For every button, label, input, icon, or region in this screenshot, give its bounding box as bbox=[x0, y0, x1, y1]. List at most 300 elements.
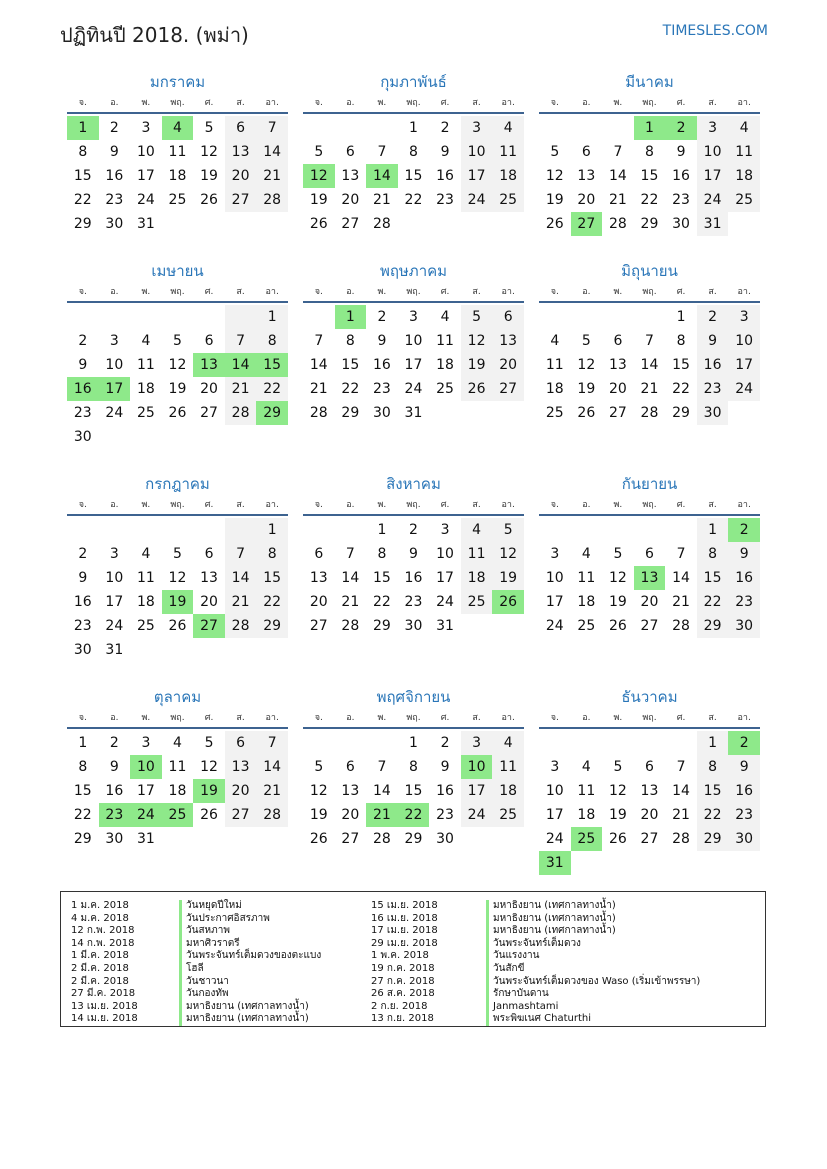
day-cell[interactable]: 22 bbox=[341, 381, 360, 397]
day-cell[interactable]: 10 bbox=[436, 546, 454, 562]
day-cell[interactable]: 23 bbox=[404, 594, 423, 610]
day-cell[interactable]: 17 bbox=[697, 164, 729, 188]
day-cell[interactable]: 20 bbox=[200, 594, 218, 610]
day-cell[interactable]: 7 bbox=[345, 546, 355, 562]
day-cell[interactable]: 26 bbox=[461, 377, 493, 401]
day-cell[interactable]: 25 bbox=[571, 827, 603, 851]
day-cell[interactable]: 1 bbox=[634, 116, 666, 140]
day-cell[interactable]: 13 bbox=[492, 329, 524, 353]
day-cell[interactable]: 24 bbox=[436, 594, 454, 610]
day-cell[interactable]: 21 bbox=[256, 164, 288, 188]
day-cell[interactable]: 26 bbox=[608, 831, 627, 847]
day-cell[interactable]: 19 bbox=[545, 192, 564, 208]
day-cell[interactable]: 7 bbox=[676, 759, 686, 775]
day-cell[interactable]: 5 bbox=[314, 144, 324, 160]
day-cell[interactable]: 20 bbox=[225, 779, 257, 803]
day-cell[interactable]: 2 bbox=[109, 120, 119, 136]
day-cell[interactable]: 30 bbox=[73, 429, 92, 445]
day-cell[interactable]: 8 bbox=[256, 542, 288, 566]
day-cell[interactable]: 4 bbox=[550, 333, 560, 349]
day-cell[interactable]: 28 bbox=[225, 614, 257, 638]
day-cell[interactable]: 26 bbox=[608, 618, 627, 634]
day-cell[interactable]: 25 bbox=[492, 803, 524, 827]
day-cell[interactable]: 25 bbox=[461, 590, 493, 614]
day-cell[interactable]: 22 bbox=[256, 590, 288, 614]
day-cell[interactable]: 19 bbox=[200, 168, 218, 184]
day-cell[interactable]: 25 bbox=[136, 618, 155, 634]
day-cell[interactable]: 29 bbox=[73, 831, 92, 847]
day-cell[interactable]: 22 bbox=[697, 803, 729, 827]
day-cell[interactable]: 18 bbox=[168, 168, 187, 184]
day-cell[interactable]: 18 bbox=[168, 783, 187, 799]
day-cell[interactable]: 25 bbox=[728, 188, 760, 212]
day-cell[interactable]: 15 bbox=[404, 783, 423, 799]
day-cell[interactable]: 9 bbox=[728, 755, 760, 779]
day-cell[interactable]: 14 bbox=[608, 168, 627, 184]
day-cell[interactable]: 22 bbox=[73, 807, 92, 823]
day-cell[interactable]: 7 bbox=[613, 144, 623, 160]
day-cell[interactable]: 24 bbox=[404, 381, 423, 397]
day-cell[interactable]: 15 bbox=[73, 783, 92, 799]
day-cell[interactable]: 25 bbox=[545, 405, 564, 421]
day-cell[interactable]: 23 bbox=[73, 618, 92, 634]
day-cell[interactable]: 15 bbox=[73, 168, 92, 184]
day-cell[interactable]: 17 bbox=[99, 377, 131, 401]
day-cell[interactable]: 2 bbox=[409, 522, 418, 538]
day-cell[interactable]: 8 bbox=[676, 333, 686, 349]
day-cell[interactable]: 10 bbox=[461, 140, 493, 164]
day-cell[interactable]: 21 bbox=[309, 381, 328, 397]
day-cell[interactable]: 26 bbox=[309, 831, 328, 847]
day-cell[interactable]: 26 bbox=[309, 216, 328, 232]
day-cell[interactable]: 12 bbox=[545, 168, 564, 184]
day-cell[interactable]: 12 bbox=[577, 357, 596, 373]
day-cell[interactable]: 1 bbox=[676, 309, 686, 325]
day-cell[interactable]: 7 bbox=[256, 731, 288, 755]
day-cell[interactable]: 15 bbox=[404, 168, 423, 184]
day-cell[interactable]: 2 bbox=[440, 120, 450, 136]
day-cell[interactable]: 21 bbox=[225, 590, 257, 614]
day-cell[interactable]: 30 bbox=[404, 618, 423, 634]
day-cell[interactable]: 14 bbox=[225, 353, 257, 377]
day-cell[interactable]: 2 bbox=[440, 735, 450, 751]
day-cell[interactable]: 5 bbox=[550, 144, 560, 160]
day-cell[interactable]: 13 bbox=[608, 357, 627, 373]
day-cell[interactable]: 15 bbox=[256, 353, 288, 377]
day-cell[interactable]: 28 bbox=[225, 401, 257, 425]
day-cell[interactable]: 13 bbox=[309, 570, 328, 586]
day-cell[interactable]: 28 bbox=[640, 405, 659, 421]
day-cell[interactable]: 17 bbox=[461, 779, 493, 803]
site-link[interactable]: TIMESLES.COM bbox=[662, 23, 768, 39]
day-cell[interactable]: 6 bbox=[225, 731, 257, 755]
day-cell[interactable]: 18 bbox=[492, 779, 524, 803]
day-cell[interactable]: 10 bbox=[136, 144, 155, 160]
day-cell[interactable]: 26 bbox=[577, 405, 596, 421]
day-cell[interactable]: 20 bbox=[492, 353, 524, 377]
day-cell[interactable]: 16 bbox=[697, 353, 729, 377]
day-cell[interactable]: 4 bbox=[581, 546, 591, 562]
day-cell[interactable]: 11 bbox=[492, 140, 524, 164]
day-cell[interactable]: 27 bbox=[225, 188, 257, 212]
day-cell[interactable]: 28 bbox=[672, 618, 690, 634]
day-cell[interactable]: 24 bbox=[728, 377, 760, 401]
day-cell[interactable]: 20 bbox=[608, 381, 627, 397]
day-cell[interactable]: 29 bbox=[697, 614, 729, 638]
day-cell[interactable]: 17 bbox=[404, 357, 423, 373]
day-cell[interactable]: 19 bbox=[162, 590, 194, 614]
day-cell[interactable]: 2 bbox=[78, 333, 88, 349]
day-cell[interactable]: 9 bbox=[78, 357, 88, 373]
day-cell[interactable]: 11 bbox=[168, 759, 187, 775]
day-cell[interactable]: 23 bbox=[105, 192, 124, 208]
day-cell[interactable]: 3 bbox=[109, 333, 119, 349]
day-cell[interactable]: 30 bbox=[728, 614, 760, 638]
day-cell[interactable]: 8 bbox=[645, 144, 654, 160]
day-cell[interactable]: 23 bbox=[672, 192, 690, 208]
day-cell[interactable]: 15 bbox=[341, 357, 360, 373]
day-cell[interactable]: 6 bbox=[645, 546, 654, 562]
day-cell[interactable]: 11 bbox=[545, 357, 564, 373]
day-cell[interactable]: 9 bbox=[440, 144, 450, 160]
day-cell[interactable]: 1 bbox=[697, 731, 729, 755]
day-cell[interactable]: 14 bbox=[341, 570, 360, 586]
day-cell[interactable]: 27 bbox=[608, 405, 627, 421]
day-cell[interactable]: 1 bbox=[409, 735, 418, 751]
day-cell[interactable]: 29 bbox=[372, 618, 391, 634]
day-cell[interactable]: 7 bbox=[314, 333, 324, 349]
day-cell[interactable]: 16 bbox=[372, 357, 391, 373]
day-cell[interactable]: 27 bbox=[341, 831, 360, 847]
day-cell[interactable]: 13 bbox=[200, 570, 218, 586]
day-cell[interactable]: 31 bbox=[136, 216, 155, 232]
day-cell[interactable]: 15 bbox=[697, 779, 729, 803]
day-cell[interactable]: 2 bbox=[377, 309, 387, 325]
day-cell[interactable]: 18 bbox=[728, 164, 760, 188]
day-cell[interactable]: 1 bbox=[78, 735, 88, 751]
day-cell[interactable]: 9 bbox=[109, 144, 119, 160]
day-cell[interactable]: 7 bbox=[225, 542, 257, 566]
day-cell[interactable]: 23 bbox=[436, 807, 454, 823]
day-cell[interactable]: 27 bbox=[640, 618, 659, 634]
day-cell[interactable]: 4 bbox=[461, 518, 493, 542]
day-cell[interactable]: 11 bbox=[461, 542, 493, 566]
day-cell[interactable]: 30 bbox=[372, 405, 391, 421]
day-cell[interactable]: 5 bbox=[204, 120, 214, 136]
day-cell[interactable]: 28 bbox=[341, 618, 360, 634]
day-cell[interactable]: 20 bbox=[577, 192, 596, 208]
day-cell[interactable]: 4 bbox=[173, 735, 182, 751]
day-cell[interactable]: 26 bbox=[200, 192, 218, 208]
day-cell[interactable]: 28 bbox=[372, 831, 391, 847]
day-cell[interactable]: 4 bbox=[492, 116, 524, 140]
day-cell[interactable]: 6 bbox=[645, 759, 654, 775]
day-cell[interactable]: 15 bbox=[697, 566, 729, 590]
day-cell[interactable]: 13 bbox=[341, 783, 360, 799]
day-cell[interactable]: 16 bbox=[105, 168, 124, 184]
day-cell[interactable]: 12 bbox=[303, 164, 335, 188]
day-cell[interactable]: 19 bbox=[461, 353, 493, 377]
day-cell[interactable]: 27 bbox=[193, 614, 225, 638]
day-cell[interactable]: 9 bbox=[440, 759, 450, 775]
day-cell[interactable]: 12 bbox=[200, 144, 218, 160]
day-cell[interactable]: 4 bbox=[162, 116, 194, 140]
day-cell[interactable]: 3 bbox=[550, 759, 560, 775]
day-cell[interactable]: 22 bbox=[398, 803, 430, 827]
day-cell[interactable]: 14 bbox=[256, 755, 288, 779]
day-cell[interactable]: 12 bbox=[492, 542, 524, 566]
day-cell[interactable]: 27 bbox=[571, 212, 603, 236]
day-cell[interactable]: 21 bbox=[640, 381, 659, 397]
day-cell[interactable]: 11 bbox=[492, 755, 524, 779]
day-cell[interactable]: 17 bbox=[105, 594, 124, 610]
day-cell[interactable]: 29 bbox=[697, 827, 729, 851]
day-cell[interactable]: 14 bbox=[225, 566, 257, 590]
day-cell[interactable]: 31 bbox=[697, 212, 729, 236]
day-cell[interactable]: 15 bbox=[256, 566, 288, 590]
day-cell[interactable]: 1 bbox=[697, 518, 729, 542]
day-cell[interactable]: 5 bbox=[581, 333, 591, 349]
day-cell[interactable]: 7 bbox=[256, 116, 288, 140]
day-cell[interactable]: 18 bbox=[461, 566, 493, 590]
day-cell[interactable]: 3 bbox=[409, 309, 418, 325]
day-cell[interactable]: 24 bbox=[545, 618, 564, 634]
day-cell[interactable]: 23 bbox=[728, 590, 760, 614]
day-cell[interactable]: 12 bbox=[200, 759, 218, 775]
day-cell[interactable]: 16 bbox=[672, 168, 690, 184]
day-cell[interactable]: 31 bbox=[539, 851, 571, 875]
day-cell[interactable]: 10 bbox=[404, 333, 423, 349]
day-cell[interactable]: 3 bbox=[697, 116, 729, 140]
day-cell[interactable]: 30 bbox=[728, 827, 760, 851]
day-cell[interactable]: 25 bbox=[436, 381, 454, 397]
day-cell[interactable]: 21 bbox=[672, 807, 690, 823]
day-cell[interactable]: 18 bbox=[136, 594, 155, 610]
day-cell[interactable]: 3 bbox=[550, 546, 560, 562]
day-cell[interactable]: 27 bbox=[341, 216, 360, 232]
day-cell[interactable]: 21 bbox=[225, 377, 257, 401]
day-cell[interactable]: 24 bbox=[136, 192, 155, 208]
day-cell[interactable]: 29 bbox=[640, 216, 659, 232]
day-cell[interactable]: 2 bbox=[78, 546, 88, 562]
day-cell[interactable]: 7 bbox=[377, 144, 387, 160]
day-cell[interactable]: 11 bbox=[577, 783, 596, 799]
day-cell[interactable]: 4 bbox=[492, 731, 524, 755]
day-cell[interactable]: 13 bbox=[225, 755, 257, 779]
day-cell[interactable]: 6 bbox=[613, 333, 623, 349]
day-cell[interactable]: 3 bbox=[461, 116, 493, 140]
day-cell[interactable]: 23 bbox=[436, 192, 454, 208]
day-cell[interactable]: 20 bbox=[200, 381, 218, 397]
day-cell[interactable]: 10 bbox=[545, 783, 564, 799]
day-cell[interactable]: 23 bbox=[372, 381, 391, 397]
day-cell[interactable]: 20 bbox=[309, 594, 328, 610]
day-cell[interactable]: 20 bbox=[341, 807, 360, 823]
day-cell[interactable]: 22 bbox=[256, 377, 288, 401]
day-cell[interactable]: 8 bbox=[697, 755, 729, 779]
day-cell[interactable]: 10 bbox=[461, 755, 493, 779]
day-cell[interactable]: 28 bbox=[309, 405, 328, 421]
day-cell[interactable]: 17 bbox=[728, 353, 760, 377]
day-cell[interactable]: 11 bbox=[168, 144, 187, 160]
day-cell[interactable]: 21 bbox=[256, 779, 288, 803]
day-cell[interactable]: 1 bbox=[256, 305, 288, 329]
day-cell[interactable]: 8 bbox=[78, 759, 88, 775]
day-cell[interactable]: 22 bbox=[73, 192, 92, 208]
day-cell[interactable]: 3 bbox=[440, 522, 450, 538]
day-cell[interactable]: 13 bbox=[640, 783, 659, 799]
day-cell[interactable]: 7 bbox=[645, 333, 654, 349]
day-cell[interactable]: 9 bbox=[109, 759, 119, 775]
day-cell[interactable]: 21 bbox=[341, 594, 360, 610]
day-cell[interactable]: 7 bbox=[225, 329, 257, 353]
day-cell[interactable]: 30 bbox=[105, 216, 124, 232]
day-cell[interactable]: 9 bbox=[728, 542, 760, 566]
day-cell[interactable]: 5 bbox=[613, 759, 623, 775]
day-cell[interactable]: 17 bbox=[545, 807, 564, 823]
day-cell[interactable]: 15 bbox=[372, 570, 391, 586]
day-cell[interactable]: 13 bbox=[577, 168, 596, 184]
day-cell[interactable]: 3 bbox=[728, 305, 760, 329]
day-cell[interactable]: 6 bbox=[581, 144, 591, 160]
day-cell[interactable]: 10 bbox=[105, 357, 124, 373]
day-cell[interactable]: 14 bbox=[672, 783, 690, 799]
day-cell[interactable]: 24 bbox=[697, 188, 729, 212]
day-cell[interactable]: 6 bbox=[345, 759, 355, 775]
day-cell[interactable]: 5 bbox=[492, 518, 524, 542]
day-cell[interactable]: 28 bbox=[672, 831, 690, 847]
day-cell[interactable]: 19 bbox=[309, 807, 328, 823]
day-cell[interactable]: 19 bbox=[608, 807, 627, 823]
day-cell[interactable]: 4 bbox=[440, 309, 450, 325]
day-cell[interactable]: 24 bbox=[130, 803, 162, 827]
day-cell[interactable]: 15 bbox=[672, 357, 690, 373]
day-cell[interactable]: 18 bbox=[136, 381, 155, 397]
day-cell[interactable]: 26 bbox=[168, 405, 187, 421]
day-cell[interactable]: 14 bbox=[366, 164, 398, 188]
day-cell[interactable]: 8 bbox=[377, 546, 387, 562]
day-cell[interactable]: 6 bbox=[225, 116, 257, 140]
day-cell[interactable]: 3 bbox=[141, 735, 151, 751]
day-cell[interactable]: 23 bbox=[99, 803, 131, 827]
day-cell[interactable]: 28 bbox=[372, 216, 391, 232]
day-cell[interactable]: 28 bbox=[256, 188, 288, 212]
day-cell[interactable]: 4 bbox=[728, 116, 760, 140]
day-cell[interactable]: 12 bbox=[309, 783, 328, 799]
day-cell[interactable]: 1 bbox=[256, 518, 288, 542]
day-cell[interactable]: 1 bbox=[67, 116, 99, 140]
day-cell[interactable]: 24 bbox=[105, 618, 124, 634]
day-cell[interactable]: 28 bbox=[608, 216, 627, 232]
day-cell[interactable]: 24 bbox=[461, 188, 493, 212]
day-cell[interactable]: 16 bbox=[67, 377, 99, 401]
day-cell[interactable]: 9 bbox=[78, 570, 88, 586]
day-cell[interactable]: 7 bbox=[377, 759, 387, 775]
day-cell[interactable]: 18 bbox=[545, 381, 564, 397]
day-cell[interactable]: 20 bbox=[640, 594, 659, 610]
day-cell[interactable]: 3 bbox=[109, 546, 119, 562]
day-cell[interactable]: 18 bbox=[577, 594, 596, 610]
day-cell[interactable]: 25 bbox=[136, 405, 155, 421]
day-cell[interactable]: 26 bbox=[200, 807, 218, 823]
day-cell[interactable]: 28 bbox=[256, 803, 288, 827]
day-cell[interactable]: 8 bbox=[409, 144, 418, 160]
day-cell[interactable]: 30 bbox=[672, 216, 690, 232]
day-cell[interactable]: 10 bbox=[545, 570, 564, 586]
day-cell[interactable]: 2 bbox=[728, 518, 760, 542]
day-cell[interactable]: 22 bbox=[404, 192, 423, 208]
day-cell[interactable]: 5 bbox=[613, 546, 623, 562]
day-cell[interactable]: 31 bbox=[404, 405, 423, 421]
day-cell[interactable]: 5 bbox=[173, 333, 182, 349]
day-cell[interactable]: 1 bbox=[409, 120, 418, 136]
day-cell[interactable]: 20 bbox=[225, 164, 257, 188]
day-cell[interactable]: 19 bbox=[193, 779, 225, 803]
day-cell[interactable]: 18 bbox=[577, 807, 596, 823]
day-cell[interactable]: 19 bbox=[492, 566, 524, 590]
day-cell[interactable]: 8 bbox=[409, 759, 418, 775]
day-cell[interactable]: 29 bbox=[404, 831, 423, 847]
day-cell[interactable]: 25 bbox=[162, 803, 194, 827]
day-cell[interactable]: 26 bbox=[492, 590, 524, 614]
day-cell[interactable]: 21 bbox=[608, 192, 627, 208]
day-cell[interactable]: 16 bbox=[73, 594, 92, 610]
day-cell[interactable]: 13 bbox=[634, 566, 666, 590]
day-cell[interactable]: 27 bbox=[492, 377, 524, 401]
day-cell[interactable]: 20 bbox=[640, 807, 659, 823]
day-cell[interactable]: 24 bbox=[105, 405, 124, 421]
day-cell[interactable]: 18 bbox=[492, 164, 524, 188]
day-cell[interactable]: 4 bbox=[581, 759, 591, 775]
day-cell[interactable]: 12 bbox=[608, 783, 627, 799]
day-cell[interactable]: 23 bbox=[73, 405, 92, 421]
day-cell[interactable]: 23 bbox=[728, 803, 760, 827]
day-cell[interactable]: 13 bbox=[341, 168, 360, 184]
day-cell[interactable]: 1 bbox=[335, 305, 367, 329]
day-cell[interactable]: 5 bbox=[314, 759, 324, 775]
day-cell[interactable]: 9 bbox=[676, 144, 686, 160]
day-cell[interactable]: 2 bbox=[665, 116, 697, 140]
day-cell[interactable]: 13 bbox=[193, 353, 225, 377]
day-cell[interactable]: 12 bbox=[168, 357, 187, 373]
day-cell[interactable]: 30 bbox=[697, 401, 729, 425]
day-cell[interactable]: 19 bbox=[309, 192, 328, 208]
day-cell[interactable]: 26 bbox=[545, 216, 564, 232]
day-cell[interactable]: 14 bbox=[672, 570, 690, 586]
day-cell[interactable]: 17 bbox=[545, 594, 564, 610]
day-cell[interactable]: 6 bbox=[314, 546, 324, 562]
day-cell[interactable]: 7 bbox=[676, 546, 686, 562]
day-cell[interactable]: 12 bbox=[168, 570, 187, 586]
day-cell[interactable]: 5 bbox=[204, 735, 214, 751]
day-cell[interactable]: 25 bbox=[168, 192, 187, 208]
day-cell[interactable]: 31 bbox=[105, 642, 124, 658]
day-cell[interactable]: 5 bbox=[173, 546, 182, 562]
day-cell[interactable]: 14 bbox=[256, 140, 288, 164]
day-cell[interactable]: 8 bbox=[697, 542, 729, 566]
day-cell[interactable]: 15 bbox=[640, 168, 659, 184]
day-cell[interactable]: 21 bbox=[372, 192, 391, 208]
day-cell[interactable]: 3 bbox=[141, 120, 151, 136]
day-cell[interactable]: 17 bbox=[136, 168, 155, 184]
day-cell[interactable]: 31 bbox=[436, 618, 454, 634]
day-cell[interactable]: 16 bbox=[105, 783, 124, 799]
day-cell[interactable]: 9 bbox=[409, 546, 418, 562]
day-cell[interactable]: 17 bbox=[436, 570, 454, 586]
day-cell[interactable]: 4 bbox=[141, 546, 151, 562]
day-cell[interactable]: 22 bbox=[697, 590, 729, 614]
day-cell[interactable]: 2 bbox=[697, 305, 729, 329]
